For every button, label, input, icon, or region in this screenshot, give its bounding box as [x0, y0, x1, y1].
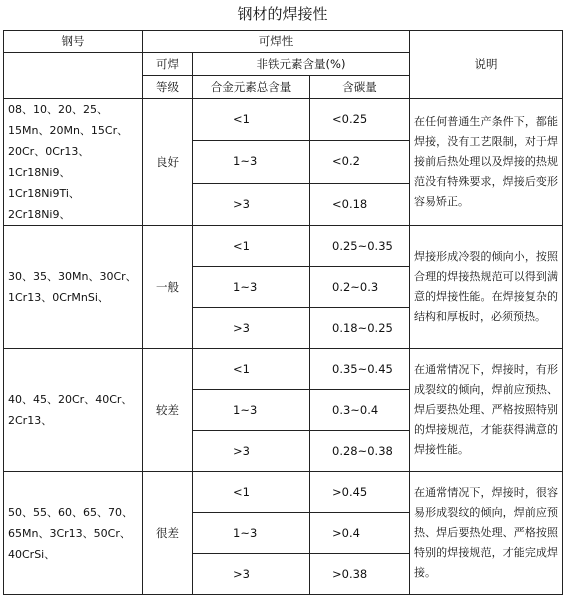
- header-steel: 钢号: [4, 31, 143, 53]
- header-grade-line2: 等级: [143, 76, 193, 99]
- note-cell: 在通常情况下，焊接时，有形成裂纹的倾向，焊前应预热、焊后要热处理、严格按照特别的焊接规范，才能获得满意的焊接性能。: [410, 349, 563, 472]
- alloy-content-cell: 1~3: [193, 267, 310, 308]
- alloy-content-cell: 1~3: [193, 141, 310, 183]
- alloy-content-cell: >3: [193, 308, 310, 349]
- page-title: 钢材的焊接性: [237, 5, 328, 23]
- steel-grades-cell: 30、35、30Mn、30Cr、1Cr13、0CrMnSi、: [4, 226, 143, 349]
- note-cell: 焊接形成冷裂的倾向小，按照合理的焊接热规范可以得到满意的焊接性能。在焊接复杂的结构和厚板时，必须预热。: [410, 226, 563, 349]
- table-row: [4, 349, 563, 390]
- header-steel-blank: [4, 53, 143, 99]
- alloy-content-cell: >3: [193, 431, 310, 472]
- header-grade-line1: 可焊: [143, 53, 193, 76]
- weld-grade-cell: 一般: [143, 226, 193, 349]
- carbon-content-cell: <0.18: [310, 183, 410, 225]
- alloy-content-cell: <1: [193, 349, 310, 390]
- header-nonferrous: 非铁元素含量(%): [193, 53, 410, 76]
- carbon-content-cell: 0.28~0.38: [310, 431, 410, 472]
- weldability-table: [3, 30, 563, 595]
- carbon-content-cell: 0.3~0.4: [310, 390, 410, 431]
- alloy-content-cell: >3: [193, 183, 310, 225]
- carbon-content-cell: <0.25: [310, 99, 410, 141]
- steel-grades-cell: 50、55、60、65、70、65Mn、3Cr13、50Cr、40CrSi、: [4, 472, 143, 595]
- carbon-content-cell: 0.2~0.3: [310, 267, 410, 308]
- alloy-content-cell: 1~3: [193, 513, 310, 554]
- carbon-content-cell: >0.45: [310, 472, 410, 513]
- weld-grade-cell: 良好: [143, 99, 193, 226]
- carbon-content-cell: 0.25~0.35: [310, 226, 410, 267]
- steel-grades-cell: 08、10、20、25、15Mn、20Mn、15Cr、20Cr、0Cr13、1Cr18Ni9、1Cr18Ni9Ti、2Cr18Ni9、: [4, 99, 143, 226]
- header-weldability: 可焊性: [143, 31, 410, 53]
- alloy-content-cell: <1: [193, 226, 310, 267]
- alloy-content-cell: 1~3: [193, 390, 310, 431]
- table-row: [4, 99, 563, 141]
- weld-grade-cell: 较差: [143, 349, 193, 472]
- carbon-content-cell: 0.35~0.45: [310, 349, 410, 390]
- table-row: [4, 472, 563, 513]
- header-carbon: 含碳量: [310, 76, 410, 99]
- alloy-content-cell: <1: [193, 99, 310, 141]
- weld-grade-cell: 很差: [143, 472, 193, 595]
- carbon-content-cell: >0.4: [310, 513, 410, 554]
- note-cell: 在通常情况下，焊接时，很容易形成裂纹的倾向，焊前应预热、焊后要热处理、严格按照特别的焊接规范，才能完成焊接。: [410, 472, 563, 595]
- carbon-content-cell: <0.2: [310, 141, 410, 183]
- note-cell: 在任何普通生产条件下，都能焊接，没有工艺限制，对于焊接前后热处理以及焊接的热规范没有特殊要求，焊接后变形容易矫正。: [410, 99, 563, 226]
- carbon-content-cell: >0.38: [310, 554, 410, 595]
- alloy-content-cell: >3: [193, 554, 310, 595]
- table-row: [4, 226, 563, 267]
- header-row-1: [4, 31, 563, 53]
- alloy-content-cell: <1: [193, 472, 310, 513]
- header-note: 说明: [410, 31, 563, 99]
- carbon-content-cell: 0.18~0.25: [310, 308, 410, 349]
- header-alloy: 合金元素总含量: [193, 76, 310, 99]
- steel-grades-cell: 40、45、20Cr、40Cr、2Cr13、: [4, 349, 143, 472]
